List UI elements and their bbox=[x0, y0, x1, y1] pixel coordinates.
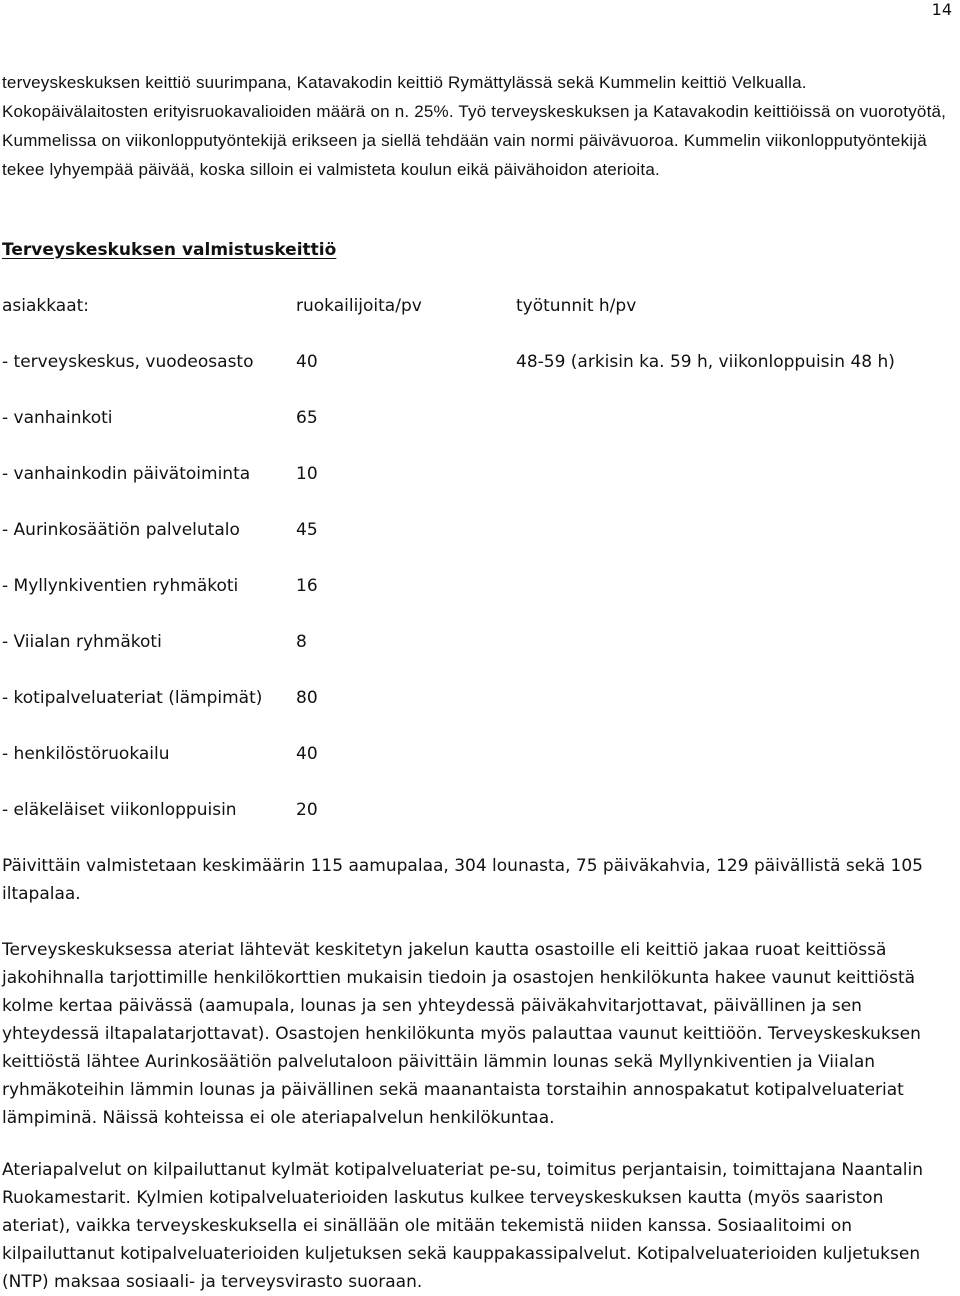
table-row bbox=[2, 348, 957, 404]
diner-count: 65 bbox=[296, 408, 318, 428]
diner-count: 16 bbox=[296, 576, 318, 596]
diner-count: 45 bbox=[296, 520, 318, 540]
diner-count: 40 bbox=[296, 352, 318, 372]
customer-name: - kotipalveluateriat (lämpimät) bbox=[2, 688, 263, 708]
customer-name: - Viialan ryhmäkoti bbox=[2, 632, 162, 652]
diner-count: 10 bbox=[296, 464, 318, 484]
customer-name: - eläkeläiset viikonloppuisin bbox=[2, 800, 237, 820]
outsourced-services-paragraph: Ateriapalvelut on kilpailuttanut kylmät kotipalveluateriat pe-su, toimitus perjantaisin, toimittajana Naantalin Ruokamestarit. Kylmien kotipalveluaterioiden laskutus kulkee terveyskeskuksen kautta (myös saariston ateriat), vaikka terveyskeskuksella ei sinällään ole mitään tekemistä niiden kanssa. Sosiaalitoimi on kilpailuttanut kotipalveluaterioiden kuljetuksen sekä kauppakassipalvelut. Kotipalveluaterioiden kuljetuksen (NTP) maksaa sosiaali- ja terveysvirasto suoraan. bbox=[2, 1160, 923, 1292]
table-row bbox=[2, 460, 957, 516]
table-row bbox=[2, 796, 957, 852]
diner-count: 40 bbox=[296, 744, 318, 764]
customer-name: - Aurinkosäätiön palvelutalo bbox=[2, 520, 240, 540]
page-number: 14 bbox=[931, 0, 952, 19]
customer-name: - vanhainkodin päivätoiminta bbox=[2, 464, 251, 484]
table-row bbox=[2, 404, 957, 460]
table-header-row bbox=[2, 292, 957, 348]
diner-count: 8 bbox=[296, 632, 307, 652]
column-header-work-hours: työtunnit h/pv bbox=[516, 296, 637, 316]
diner-count: 20 bbox=[296, 800, 318, 820]
meal-summary-paragraph: Päivittäin valmistetaan keskimäärin 115 aamupalaa, 304 lounasta, 75 päiväkahvia, 129 päivällistä sekä 105 iltapalaa. bbox=[2, 856, 923, 904]
table-row bbox=[2, 572, 957, 628]
table-row bbox=[2, 684, 957, 740]
customer-name: - vanhainkoti bbox=[2, 408, 113, 428]
work-hours: 48-59 (arkisin ka. 59 h, viikonloppuisin 48 h) bbox=[516, 352, 895, 372]
delivery-paragraph: Terveyskeskuksessa ateriat lähtevät keskitetyn jakelun kautta osastoille eli keittiö jakaa ruoat keittiössä jakohihnalla tarjottimille henkilökorttien mukaisin tiedoin ja osastojen henkilökunta hakee vaunut keittiöstä kolme kertaa päivässä (aamupala, lounas ja sen yhteydessä päiväkahvitarjottavat, päivällinen ja sen yhteydessä iltapalatarjottavat). Osastojen henkilökunta myös palauttaa vaunut keittiöön. Terveyskeskuksen keittiöstä lähtee Aurinkosäätiön palvelutaloon päivittäin lämmin lounas sekä Myllynkiventien ja Viialan ryhmäkoteihin lämmin lounas ja päivällinen sekä maanantaista torstaihin annospakatut kotipalveluateriat lämpiminä. Näissä kohteissa ei ole ateriapalvelun henkilökuntaa. bbox=[2, 940, 921, 1128]
table-row bbox=[2, 740, 957, 796]
table-row bbox=[2, 516, 957, 572]
customer-name: - Myllynkiventien ryhmäkoti bbox=[2, 576, 239, 596]
intro-paragraph: terveyskeskuksen keittiö suurimpana, Katavakodin keittiö Rymättylässä sekä Kummelin keittiö Velkualla. Kokopäivälaitosten erityisruokavalioiden määrä on n. 25%. Työ terveyskeskuksen ja Katavakodin keittiöissä on vuorotyötä, Kummelissa on viikonlopputyöntekijä erikseen ja siellä tehdään vain normi päivävuoroa. Kummelin viikonlopputyöntekijä tekee lyhyempää päivää, koska silloin ei valmisteta koulun eikä päivähoidon aterioita. bbox=[2, 73, 947, 179]
section-heading: Terveyskeskuksen valmistuskeittiö bbox=[2, 240, 337, 260]
diner-count: 80 bbox=[296, 688, 318, 708]
column-header-diners: ruokailijoita/pv bbox=[296, 296, 422, 316]
table-row bbox=[2, 628, 957, 684]
column-header-customers: asiakkaat: bbox=[2, 296, 90, 316]
customer-name: - terveyskeskus, vuodeosasto bbox=[2, 352, 254, 372]
customer-table bbox=[2, 292, 957, 852]
customer-name: - henkilöstöruokailu bbox=[2, 744, 170, 764]
